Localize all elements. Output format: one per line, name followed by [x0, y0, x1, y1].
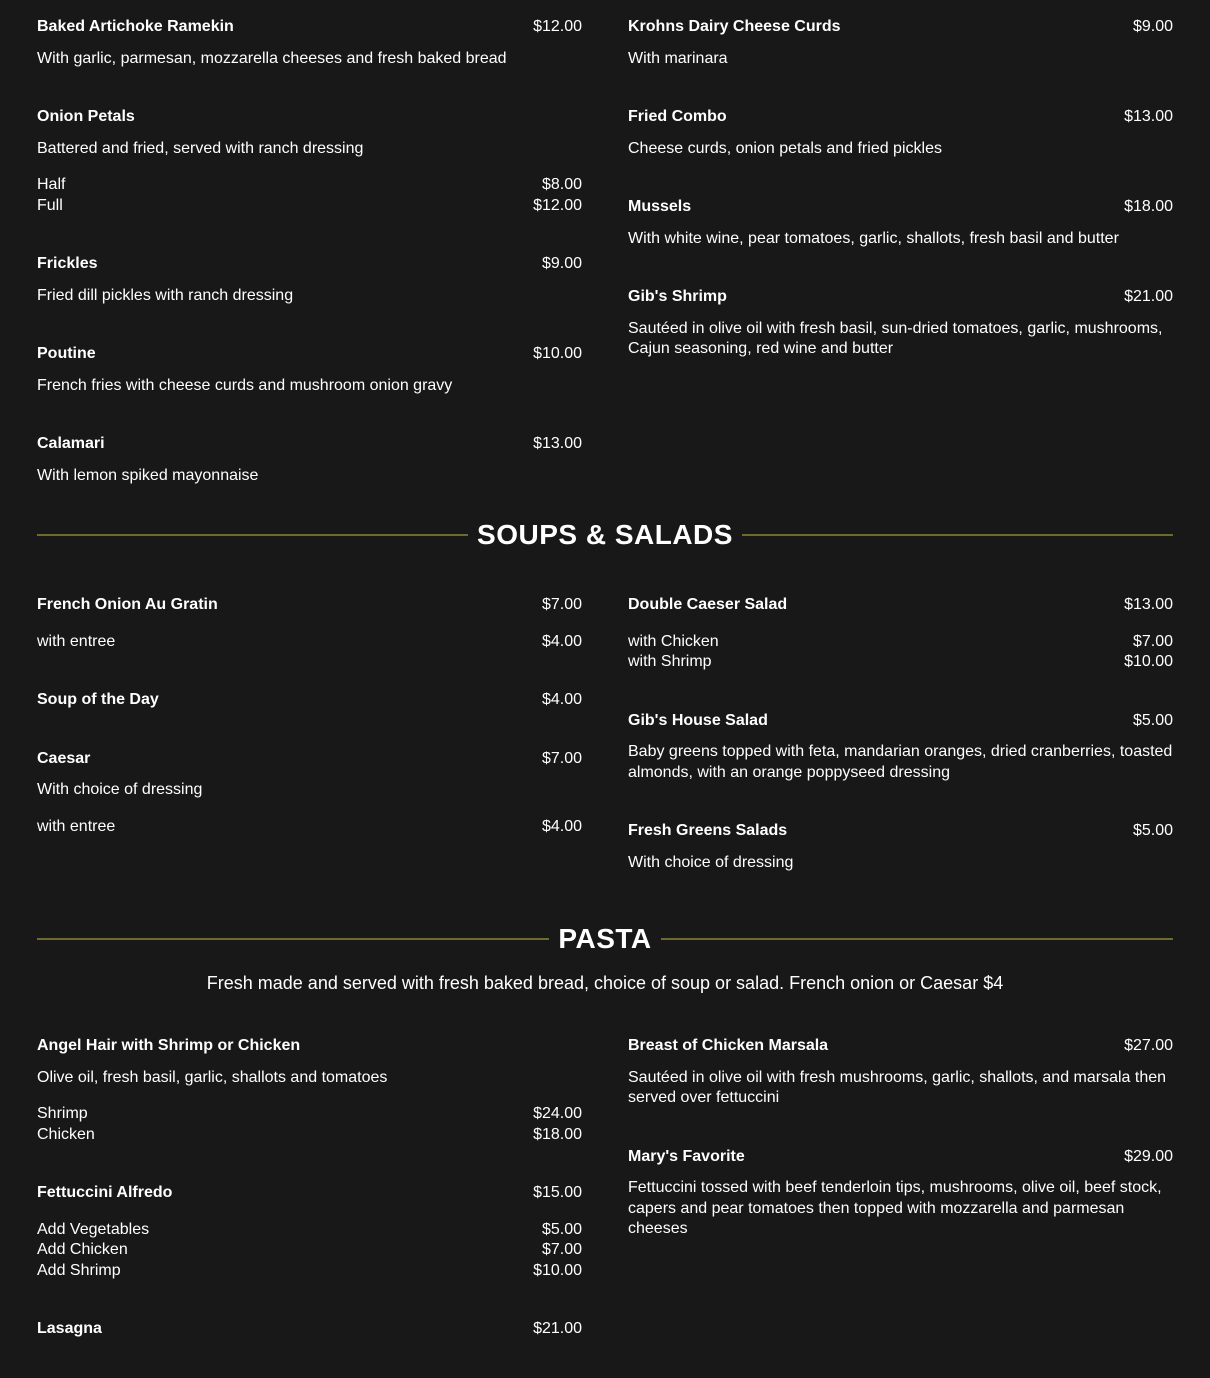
menu-item-options	[37, 175, 582, 216]
soups-left-column	[37, 595, 582, 875]
menu-item	[37, 690, 582, 711]
menu-item-header	[37, 595, 582, 616]
menu-item-description: With garlic, parmesan, mozzarella cheeses and fresh baked bread	[37, 49, 507, 67]
option-label: Add Chicken	[37, 1241, 128, 1258]
option-label: Full	[37, 196, 63, 214]
menu-item-price: $5.00	[1132, 822, 1173, 839]
menu-item-name: Gib's Shrimp	[628, 288, 727, 305]
option-price: $12.00	[533, 196, 582, 214]
menu-item	[37, 1183, 582, 1281]
menu-item-name: Gib's House Salad	[628, 711, 768, 729]
menu-item-options	[37, 1220, 582, 1282]
menu-item-price: $7.00	[541, 749, 582, 767]
menu-item-description: With lemon spiked mayonnaise	[37, 466, 259, 484]
menu-item-price: $13.00	[1124, 108, 1173, 125]
menu-item-price: $5.00	[1132, 711, 1173, 729]
menu-item-price: $9.00	[541, 255, 582, 272]
menu-item-header	[628, 287, 1173, 308]
menu-item-name: Lasagna	[37, 1320, 102, 1337]
option-price: $4.00	[541, 817, 582, 835]
menu-item-option	[37, 196, 582, 217]
menu-item	[628, 107, 1173, 159]
menu-item-header	[37, 17, 582, 38]
menu-item-name: Double Caeser Salad	[628, 596, 788, 613]
menu-item-description: With choice of dressing	[37, 781, 203, 798]
option-price: $10.00	[1124, 653, 1173, 670]
menu-item-price: $15.00	[533, 1184, 582, 1201]
menu-item-options	[37, 632, 582, 653]
menu-item-name: Soup of the Day	[37, 691, 159, 708]
menu-item	[628, 711, 1173, 784]
menu-item-header	[628, 17, 1173, 38]
divider-line	[37, 534, 468, 536]
menu-item-price: $9.00	[1132, 18, 1173, 35]
option-price: $7.00	[541, 1241, 582, 1258]
option-label: Shrimp	[37, 1105, 88, 1122]
menu-item-header	[37, 1319, 582, 1340]
menu-item	[37, 107, 582, 216]
option-label: with Shrimp	[628, 653, 712, 670]
menu-item-price: $13.00	[1124, 596, 1173, 613]
menu-item-name: Mussels	[628, 198, 692, 215]
menu-item-options	[37, 817, 582, 838]
menu-item	[37, 1036, 582, 1145]
menu-item-description: With choice of dressing	[628, 853, 794, 871]
menu-item-option	[37, 1240, 582, 1261]
menu-item-description: With white wine, pear tomatoes, garlic, shallots, fresh basil and butter	[628, 229, 1119, 247]
option-price: $24.00	[533, 1105, 582, 1122]
menu-item-header	[628, 107, 1173, 128]
soups-salads-heading	[37, 519, 1173, 551]
menu-item-name: Poutine	[37, 345, 96, 362]
divider-line	[661, 938, 1173, 940]
menu-item-price: $27.00	[1124, 1037, 1173, 1054]
menu-item-price: $12.00	[533, 18, 582, 35]
menu-item-description: Fettuccini tossed with beef tenderloin tips, mushrooms, olive oil, beef stock, capers and pear tomatoes then topped with mozzarella and parmesan cheeses	[628, 1179, 1162, 1237]
menu-item-option	[37, 1125, 582, 1146]
menu-item-header	[37, 749, 582, 770]
menu-item-header	[628, 595, 1173, 616]
option-label: with entree	[37, 817, 116, 835]
menu-item-price: $21.00	[533, 1320, 582, 1337]
menu-item-name: Baked Artichoke Ramekin	[37, 18, 234, 35]
appetizers-left-column	[37, 17, 582, 524]
menu-item-price: $13.00	[533, 435, 582, 452]
menu-item-option	[37, 632, 582, 653]
menu-item-description: Sautéed in olive oil with fresh basil, sun-dried tomatoes, garlic, mushrooms, Cajun seasoning, red wine and butter	[628, 319, 1163, 357]
pasta-subtitle: Fresh made and served with fresh baked bread, choice of soup or salad. French onion or Caesar $4	[206, 973, 1004, 993]
menu-item	[37, 1319, 582, 1340]
menu-item-name: French Onion Au Gratin	[37, 596, 218, 613]
menu-item-header	[628, 711, 1173, 732]
menu-item-description: Cheese curds, onion petals and fried pickles	[628, 139, 942, 157]
menu-item	[37, 17, 582, 69]
appetizers-right-column	[628, 17, 1173, 398]
option-label: Chicken	[37, 1125, 95, 1143]
menu-item-name: Frickles	[37, 255, 98, 272]
menu-item-option	[37, 1261, 582, 1282]
menu-item-header	[628, 197, 1173, 218]
menu-item-price: $18.00	[1124, 198, 1173, 215]
menu-item-option	[37, 1220, 582, 1241]
menu-item	[37, 434, 582, 486]
pasta-left-column	[37, 1036, 582, 1378]
menu-item-description: With marinara	[628, 49, 728, 67]
menu-item	[37, 344, 582, 396]
menu-item-name: Krohns Dairy Cheese Curds	[628, 18, 841, 35]
menu-item-header	[37, 434, 582, 455]
pasta-right-column	[628, 1036, 1173, 1278]
section-title: SOUPS & SALADS	[477, 519, 733, 550]
menu-item-description: Olive oil, fresh basil, garlic, shallots and tomatoes	[37, 1068, 388, 1086]
divider-line	[37, 938, 549, 940]
menu-item	[628, 1147, 1173, 1240]
divider-line	[742, 534, 1173, 536]
menu-item-name: Onion Petals	[37, 108, 135, 125]
menu-item-header	[37, 1036, 582, 1057]
menu-item-header	[628, 1147, 1173, 1168]
menu-item-description: French fries with cheese curds and mushroom onion gravy	[37, 376, 453, 394]
menu-item-name: Angel Hair with Shrimp or Chicken	[37, 1037, 301, 1054]
menu-item-price: $4.00	[541, 691, 582, 708]
menu-item-header	[37, 1183, 582, 1204]
option-label: with entree	[37, 632, 116, 650]
menu-item-price: $7.00	[541, 596, 582, 613]
menu-item-description: Fried dill pickles with ranch dressing	[37, 286, 294, 304]
menu-item-name: Fried Combo	[628, 108, 727, 125]
menu-item-name: Caesar	[37, 749, 91, 767]
menu-item	[628, 1036, 1173, 1109]
option-price: $5.00	[541, 1220, 582, 1238]
menu-item-option	[628, 632, 1173, 653]
option-label: with Chicken	[628, 632, 719, 650]
menu-item	[37, 749, 582, 838]
menu-item-header	[37, 254, 582, 275]
option-price: $8.00	[541, 176, 582, 193]
option-price: $7.00	[1132, 632, 1173, 650]
menu-item-price: $29.00	[1124, 1147, 1173, 1165]
menu-item-options	[37, 1104, 582, 1145]
menu-item-header	[37, 690, 582, 711]
menu-item	[37, 254, 582, 306]
menu-item-header	[37, 344, 582, 365]
menu-item-header	[628, 821, 1173, 842]
soups-right-column	[628, 595, 1173, 911]
menu-item-description: Sautéed in olive oil with fresh mushrooms, garlic, shallots, and marsala then served over fettuccini	[628, 1068, 1167, 1106]
menu-item-name: Breast of Chicken Marsala	[628, 1037, 829, 1054]
option-label: Add Shrimp	[37, 1261, 121, 1279]
menu-item-name: Fresh Greens Salads	[628, 822, 788, 839]
menu-item-name: Fettuccini Alfredo	[37, 1184, 173, 1201]
option-label: Half	[37, 176, 66, 193]
menu-item-name: Calamari	[37, 435, 105, 452]
menu-item-options	[628, 632, 1173, 673]
menu-item-price: $10.00	[533, 345, 582, 362]
menu-item	[37, 595, 582, 652]
option-price: $18.00	[533, 1125, 582, 1143]
section-title: PASTA	[558, 923, 652, 954]
menu-item-option	[37, 1104, 582, 1125]
menu-item	[628, 821, 1173, 873]
menu-item-header	[628, 1036, 1173, 1057]
pasta-heading	[37, 923, 1173, 955]
menu-item-price: $21.00	[1124, 288, 1173, 305]
menu-item	[628, 17, 1173, 69]
option-label: Add Vegetables	[37, 1220, 150, 1238]
menu-item	[628, 197, 1173, 249]
menu-item-description: Battered and fried, served with ranch dressing	[37, 139, 364, 157]
option-price: $4.00	[541, 632, 582, 650]
menu-item-name: Mary's Favorite	[628, 1147, 745, 1165]
menu-item-option	[37, 175, 582, 196]
menu-item-description: Baby greens topped with feta, mandarian oranges, dried cranberries, toasted almonds, with an orange poppyseed dressing	[628, 743, 1173, 781]
menu-item-option	[628, 652, 1173, 673]
menu-item	[628, 595, 1173, 673]
menu-item-header	[37, 107, 582, 128]
menu-item	[628, 287, 1173, 360]
menu-item-option	[37, 817, 582, 838]
option-price: $10.00	[533, 1261, 582, 1279]
